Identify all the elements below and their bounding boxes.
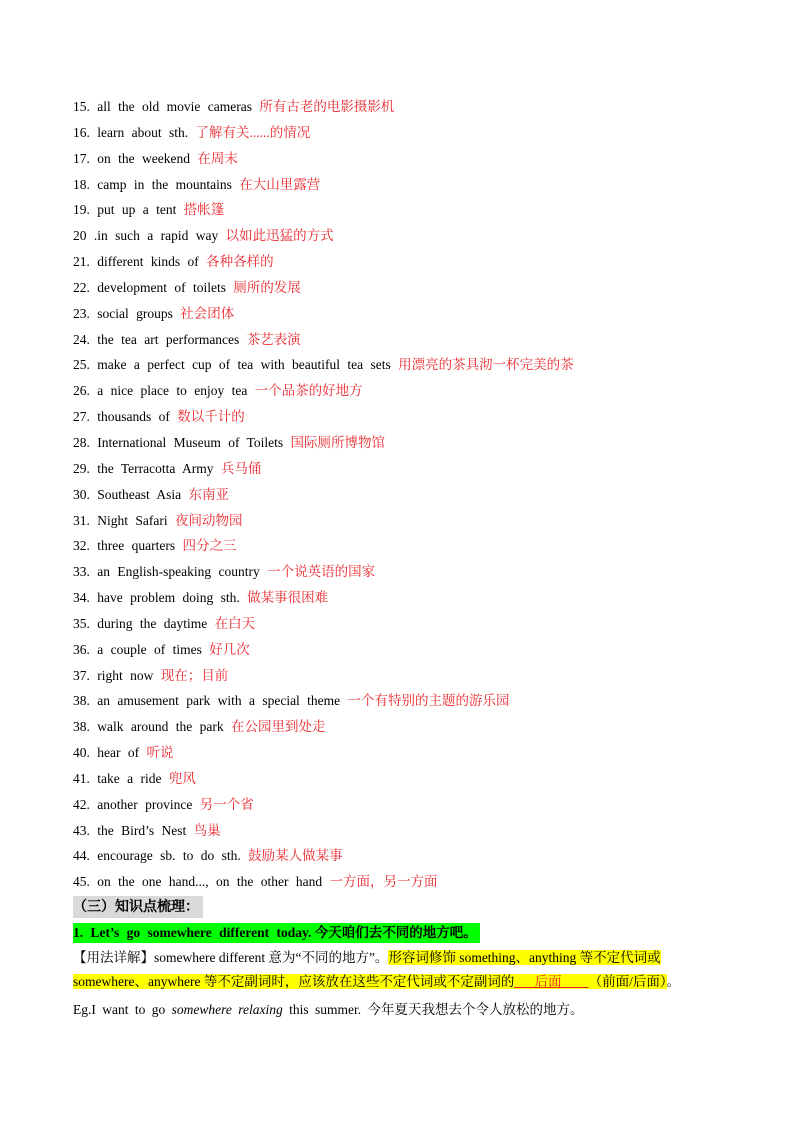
- phrase-english: 22. development of toilets: [73, 279, 226, 295]
- phrase-chinese: 另一个省: [199, 796, 254, 812]
- phrase-item: [73, 301, 733, 327]
- phrase-english: 37. right now: [73, 667, 154, 683]
- phrase-item: [73, 869, 733, 895]
- phrase-english: 21. different kinds of: [73, 254, 199, 270]
- phrase-item: [73, 637, 733, 663]
- phrase-chinese: 兵马俑: [220, 460, 262, 476]
- phrase-chinese: 夜间动物园: [175, 512, 243, 528]
- phrase-item: [73, 508, 733, 534]
- point-1-english: 1. Let’s go somewhere different today.: [73, 925, 312, 940]
- phrase-item: [73, 94, 733, 120]
- phrase-chinese: 搭帐篷: [183, 202, 225, 218]
- usage-highlight-text: 形容词修饰 something、anything 等不定代词或 somewhere、anywhere 等不定副词时，应该放在这些不定代词或不定副词的: [73, 950, 661, 989]
- phrase-english: 28. International Museum of Toilets: [73, 434, 284, 450]
- phrase-item: [73, 430, 733, 456]
- phrase-english: 15. all the old movie cameras: [73, 99, 252, 114]
- phrase-english: 36. a couple of times: [73, 641, 202, 657]
- phrase-english: 20 .in such a rapid way: [73, 228, 219, 244]
- phrase-chinese: 数以千计的: [177, 409, 245, 425]
- phrase-english: 30. Southeast Asia: [73, 486, 182, 502]
- phrase-english: 16. learn about sth.: [73, 124, 189, 140]
- phrase-item: [73, 197, 733, 223]
- phrase-chinese: 四分之三: [182, 538, 237, 554]
- phrase-english: 43. the Bird’s Nest: [73, 822, 187, 838]
- phrase-english: 38. an amusement park with a special theme: [73, 693, 341, 709]
- phrase-item: [73, 327, 733, 353]
- phrase-item: [73, 766, 733, 792]
- phrase-english: 40. hear of: [73, 745, 140, 761]
- knowledge-point-1: [73, 923, 480, 943]
- phrase-english: 33. an English-speaking country: [73, 564, 260, 580]
- phrase-chinese: 国际厕所博物馆: [290, 434, 386, 450]
- phrase-chinese: 做某事很困难: [247, 590, 329, 606]
- phrase-item: [73, 533, 733, 559]
- phrase-chinese: 鸟巢: [193, 822, 221, 838]
- example-chinese: 今年夏天我想去个令人放松的地方。: [367, 1002, 584, 1017]
- phrase-chinese: 兜风: [168, 770, 196, 786]
- example-sentence: [73, 998, 733, 1022]
- phrase-chinese: 好几次: [209, 641, 250, 657]
- phrase-item: [73, 378, 733, 404]
- phrase-chinese: 听说: [146, 745, 174, 761]
- phrase-item: [73, 404, 733, 430]
- phrase-item: [73, 223, 733, 249]
- phrase-english: 41. take a ride: [73, 770, 162, 786]
- phrase-chinese: 鼓励某人做某事: [248, 848, 343, 864]
- phrase-chinese: 一个说英语的国家: [267, 564, 376, 580]
- phrase-item: [73, 611, 733, 637]
- phrase-list: [73, 94, 733, 895]
- phrase-item: [73, 663, 733, 689]
- phrase-item: [73, 456, 733, 482]
- phrase-item: [73, 714, 733, 740]
- section-heading: （三）知识点梳理：: [73, 896, 203, 918]
- phrase-english: 44. encourage sb. to do sth.: [73, 848, 241, 864]
- phrase-english: 17. on the weekend: [73, 150, 190, 166]
- phrase-item: [73, 559, 733, 585]
- phrase-chinese: 东南亚: [188, 486, 229, 502]
- usage-explanation: [73, 946, 733, 994]
- usage-prefix: 【用法详解】somewhere different 意为“不同的地方”。: [73, 950, 389, 965]
- phrase-english: 27. thousands of: [73, 409, 170, 425]
- phrase-item: [73, 482, 733, 508]
- phrase-chinese: 用漂亮的茶具沏一杯完美的茶: [398, 357, 574, 373]
- phrase-chinese: 一个有特别的主题的游乐园: [347, 693, 510, 709]
- usage-suffix: 。: [666, 974, 681, 989]
- phrase-item: [73, 792, 733, 818]
- phrase-english: 31. Night Safari: [73, 512, 168, 528]
- phrase-item: [73, 352, 733, 378]
- example-lead: Eg.I want to go: [73, 1002, 166, 1017]
- phrase-item: [73, 843, 733, 869]
- phrase-chinese: 各种各样的: [206, 254, 274, 270]
- phrase-chinese: 社会团体: [180, 305, 235, 321]
- phrase-item: [73, 275, 733, 301]
- phrase-english: 35. during the daytime: [73, 615, 208, 631]
- phrase-english: 19. put up a tent: [73, 202, 177, 218]
- phrase-chinese: 在白天: [214, 615, 256, 631]
- phrase-item: [73, 585, 733, 611]
- usage-choice: （前面/后面）: [588, 974, 667, 989]
- phrase-chinese: 厕所的发展: [233, 279, 301, 295]
- phrase-english: 18. camp in the mountains: [73, 176, 232, 192]
- phrase-item: [73, 249, 733, 275]
- phrase-chinese: 茶艺表演: [246, 331, 301, 347]
- phrase-chinese: 在周末: [197, 150, 238, 166]
- phrase-chinese: 现在；目前: [160, 667, 229, 683]
- phrase-english: 38. walk around the park: [73, 719, 224, 735]
- phrase-english: 24. the tea art performances: [73, 331, 240, 347]
- phrase-item: [73, 740, 733, 766]
- phrase-english: 32. three quarters: [73, 538, 176, 554]
- phrase-chinese: 一个品茶的好地方: [254, 383, 363, 399]
- phrase-english: 45. on the one hand..., on the other hand: [73, 874, 323, 890]
- phrase-item: [73, 120, 733, 146]
- phrase-chinese: 所有古老的电影摄影机: [259, 99, 395, 114]
- example-tail: this summer.: [289, 1002, 362, 1017]
- phrase-item: [73, 146, 733, 172]
- phrase-chinese: 了解有关......的情况: [195, 124, 311, 140]
- phrase-english: 34. have problem doing sth.: [73, 590, 240, 606]
- phrase-chinese: 以如此迅猛的方式: [225, 228, 334, 244]
- phrase-english: 42. another province: [73, 796, 193, 812]
- phrase-chinese: 在公园里到处走: [230, 719, 326, 735]
- phrase-english: 26. a nice place to enjoy tea: [73, 383, 248, 399]
- phrase-item: [73, 818, 733, 844]
- phrase-item: [73, 172, 733, 198]
- phrase-chinese: 一方面，另一方面: [329, 874, 438, 890]
- example-italic: somewhere relaxing: [171, 1002, 283, 1017]
- phrase-english: 29. the Terracotta Army: [73, 460, 214, 476]
- phrase-english: 23. social groups: [73, 305, 173, 321]
- usage-blank-answer: ___后面____: [514, 974, 589, 989]
- point-1-chinese: 今天咱们去不同的地方吧。: [314, 925, 477, 940]
- phrase-chinese: 在大山里露营: [239, 176, 321, 192]
- phrase-item: [73, 688, 733, 714]
- phrase-english: 25. make a perfect cup of tea with beautiful tea sets: [73, 357, 391, 373]
